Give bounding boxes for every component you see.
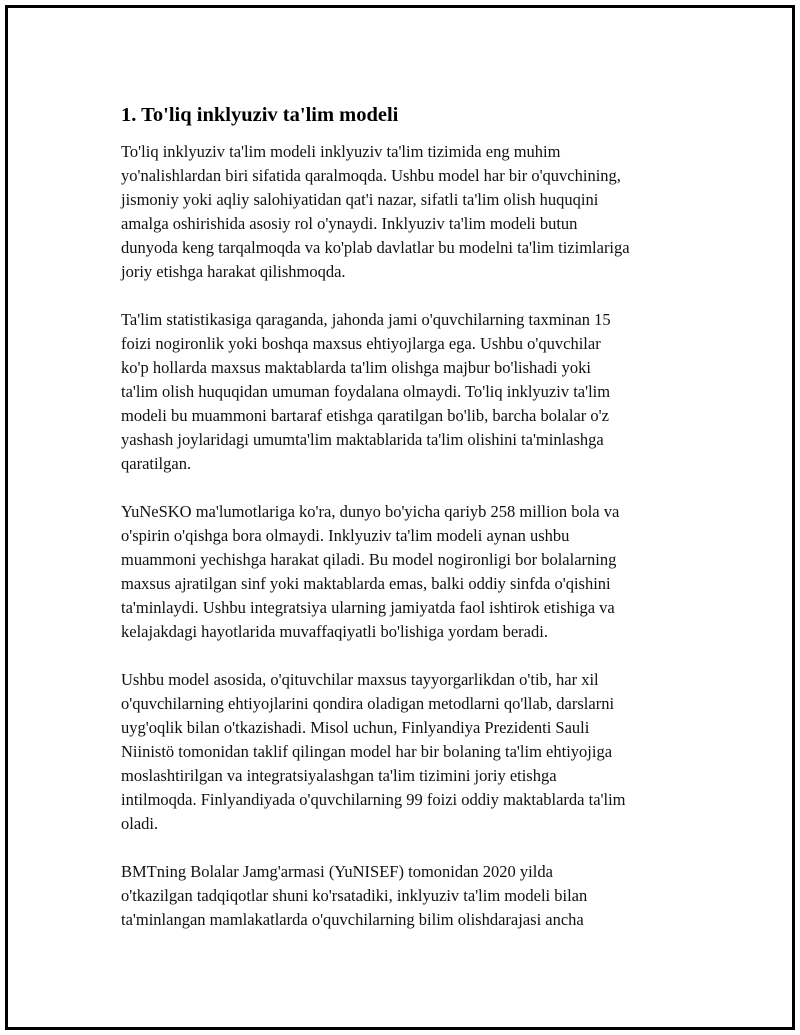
paragraph-2: Ta'lim statistikasiga qaraganda, jahonda jami o'quvchilarning taxminan 15 foizi nogironlik yoki boshqa maxsus ehtiyojlarga ega. Ushbu o'quvchilar ko'p hollarda maxsus maktablarda ta'lim olishga majbur bo'lishadi yoki ta'lim olish huquqidan umuman foydalana olmaydi. To'liq inklyuziv ta'lim modeli bu muammoni bartaraf etishga qaratilgan bo'lib, barcha bolalar o'z yashash joylaridagi umumta'lim maktablarida ta'lim olishini ta'minlashga qaratilgan. (121, 310, 611, 473)
section-heading: 1. To'liq inklyuziv ta'lim modeli (121, 104, 399, 126)
page-frame (5, 5, 795, 1030)
paragraph-5: BMTning Bolalar Jamg'armasi (YuNISEF) tomonidan 2020 yilda o'tkazilgan tadqiqotlar shuni ko'rsatadiki, inklyuziv ta'lim modeli bilan ta'minlangan mamlakatlarda o'quvchilarning bilim olishdarajasi ancha (121, 862, 588, 929)
paragraph-1: To'liq inklyuziv ta'lim modeli inklyuziv ta'lim tizimida eng muhim yo'nalishlardan biri sifatida qaralmoqda. Ushbu model har bir o'quvchining, jismoniy yoki aqliy salohiyatidan qat'i nazar, sifatli ta'lim olish huquqini amalga oshirishida asosiy rol o'ynaydi. Inklyuziv ta'lim modeli butun dunyoda keng tarqalmoqda va ko'plab davlatlar bu modelni ta'lim tizimlariga joriy etishga harakat qilishmoqda. (121, 142, 630, 281)
paragraph-3: YuNeSKO ma'lumotlariga ko'ra, dunyo bo'yicha qariyb 258 million bola va o'spirin o'qishga bora olmaydi. Inklyuziv ta'lim modeli aynan ushbu muammoni yechishga harakat qiladi. Bu model nogironligi bor bolalarning maxsus ajratilgan sinf yoki maktablarda emas, balki oddiy sinfda o'qishini ta'minlaydi. Ushbu integratsiya ularning jamiyatda faol ishtirok etishiga va kelajakdagi hayotlarida muvaffaqiyatli bo'lishiga yordam beradi. (121, 502, 620, 641)
document-body (121, 101, 696, 956)
paragraph-4: Ushbu model asosida, o'qituvchilar maxsus tayyorgarlikdan o'tib, har xil o'quvchilarning ehtiyojlarini qondira oladigan metodlarni qo'llab, darslarni uyg'oqlik bilan o'tkazishadi. Misol uchun, Finlyandiya Prezidenti Sauli Niinistö tomonidan taklif qilingan model har bir bolaning ta'lim ehtiyojiga moslashtirilgan va integratsiyalashgan ta'lim tizimini joriy etishga intilmoqda. Finlyandiyada o'quvchilarning 99 foizi oddiy maktablarda ta'lim oladi. (121, 670, 626, 833)
